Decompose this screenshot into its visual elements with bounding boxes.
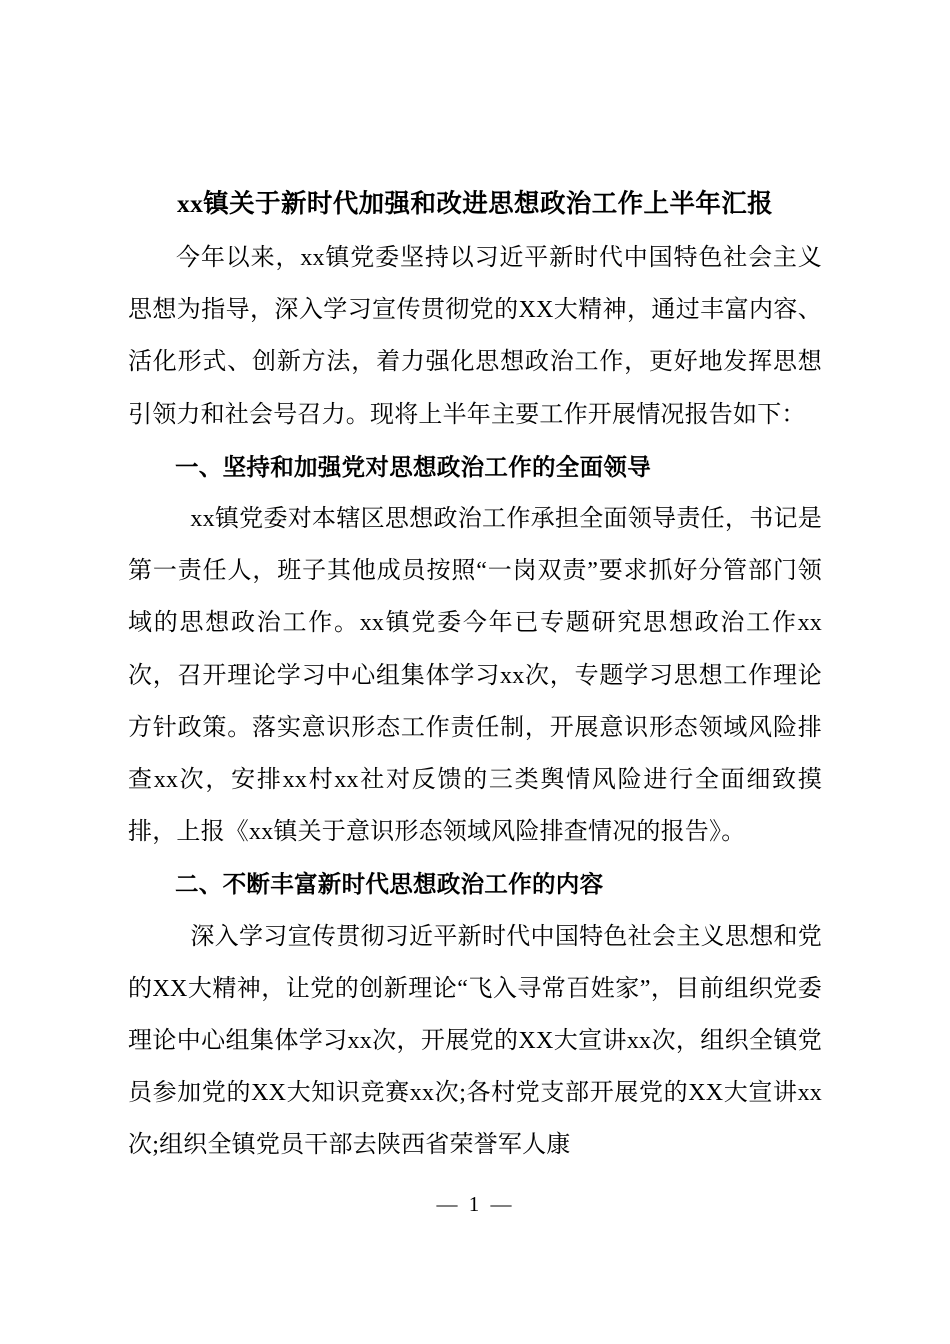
footer-dash-right: — <box>490 1192 514 1216</box>
paragraph-intro: 今年以来，xx镇党委坚持以习近平新时代中国特色社会主义思想为指导，深入学习宣传贯彻党的XX大精神，通过丰富内容、活化形式、创新方法，着力强化思想政治工作，更好地发挥思想引领力和社会号召力。现将上半年主要工作开展情况报告如下： <box>128 245 822 428</box>
section-heading-one: 一、坚持和加强党对思想政治工作的全面领导 <box>175 453 651 480</box>
section-heading-two: 二、不断丰富新时代思想政治工作的内容 <box>175 871 604 898</box>
document-title: xx镇关于新时代加强和改进思想政治工作上半年汇报 <box>176 189 774 218</box>
page-footer <box>0 1192 950 1217</box>
page-number: 1 <box>468 1192 482 1216</box>
page-content <box>128 182 822 1172</box>
paragraph-section-two-body: 深入学习宣传贯彻习近平新时代中国特色社会主义思想和党的XX大精神，让党的创新理论“飞入寻常百姓家”，目前组织党委理论中心组集体学习xx次，开展党的XX大宣讲xx次，组织全镇党员参加党的XX大知识竞赛xx次;各村党支部开展党的XX大宣讲xx次;组织全镇党员干部去陕西省荣誉军人康 <box>128 923 822 1159</box>
footer-dash-left: — <box>436 1192 460 1216</box>
paragraph-section-one-body: xx镇党委对本辖区思想政治工作承担全面领导责任，书记是第一责任人，班子其他成员按照“一岗双责”要求抓好分管部门领域的思想政治工作。xx镇党委今年已专题研究思想政治工作xx次，召开理论学习中心组集体学习xx次，专题学习思想工作理论方针政策。落实意识形态工作责任制，开展意识形态领域风险排查xx次，安排xx村xx社对反馈的三类舆情风险进行全面细致摸排，上报《xx镇关于意识形态领域风险排查情况的报告》。 <box>128 506 822 846</box>
